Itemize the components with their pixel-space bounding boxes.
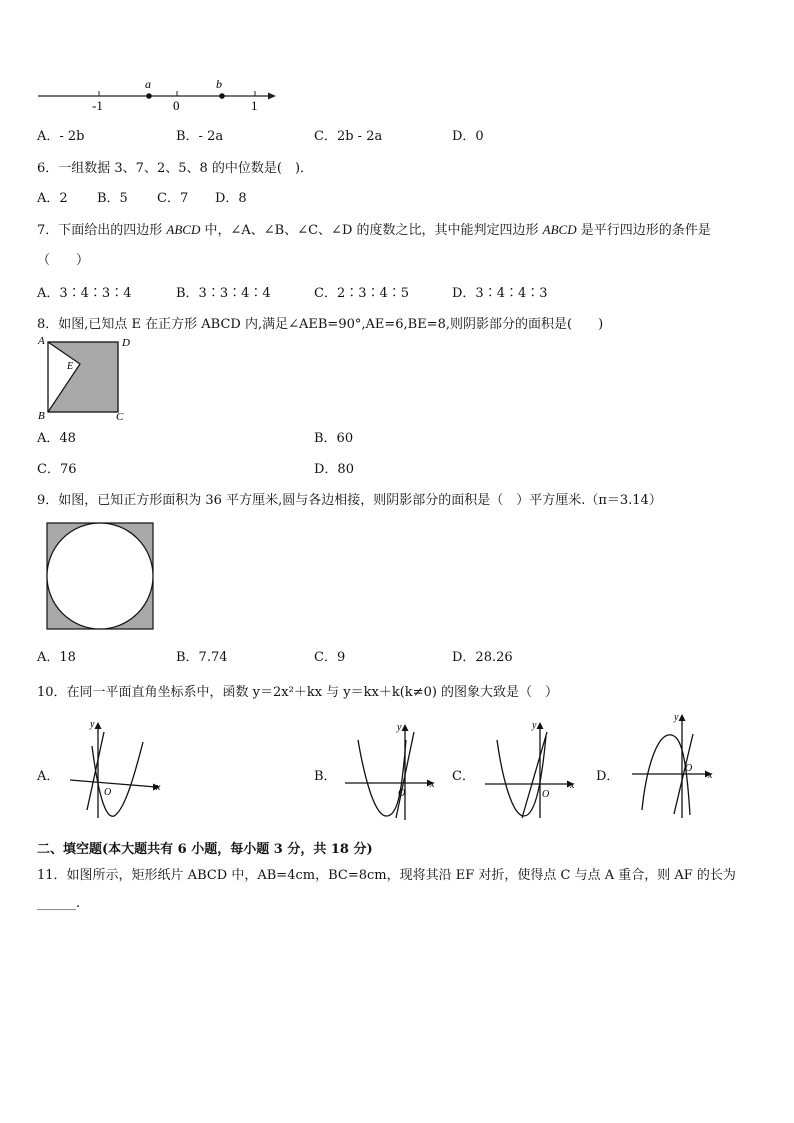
- origin-label: O: [542, 789, 550, 800]
- q6-option-b[interactable]: B．5: [97, 191, 128, 206]
- vertex-d: D: [122, 337, 130, 349]
- axis-x-label: x: [570, 780, 575, 791]
- axis-x-label: x: [156, 782, 161, 793]
- q9-option-c[interactable]: C．9: [314, 650, 346, 665]
- origin-label: O: [398, 788, 406, 799]
- q7-stem-abcd2: ABCD: [542, 222, 577, 237]
- point-e: E: [67, 361, 74, 372]
- axis-y-label: y: [397, 722, 402, 733]
- label-a: a: [145, 77, 151, 91]
- q5-option-c[interactable]: C．2b - 2a: [314, 129, 383, 144]
- tick-minus-one: -1: [92, 98, 103, 113]
- q7-stem-part3: 是平行四边形的条件是: [576, 223, 711, 238]
- q8-option-d[interactable]: D．80: [314, 462, 354, 477]
- q5-option-b[interactable]: B．- 2a: [176, 129, 224, 144]
- section-fill-in-title: 二、填空题(本大题共有 6 小题，每小题 3 分，共 18 分): [37, 842, 373, 857]
- q7-stem-abcd1: ABCD: [166, 222, 201, 237]
- graph-option-a: [70, 718, 165, 823]
- vertex-b: B: [38, 410, 45, 422]
- axis-x-label: x: [708, 770, 713, 781]
- tick-zero: 0: [173, 98, 180, 113]
- q7-option-a[interactable]: A．3∶4∶3∶4: [37, 286, 132, 301]
- point-a: [146, 93, 152, 99]
- graph-option-d: [630, 710, 725, 825]
- q9-option-d[interactable]: D．28.26: [452, 650, 513, 665]
- q10-option-a[interactable]: A．: [37, 769, 60, 784]
- number-line-figure: [36, 76, 281, 116]
- q7-option-b[interactable]: B．3∶3∶4∶4: [176, 286, 271, 301]
- origin-label: O: [685, 763, 693, 774]
- q6-option-d[interactable]: D．8: [215, 191, 247, 206]
- q10-option-b[interactable]: B．: [314, 769, 337, 784]
- shaded-region: [48, 342, 118, 412]
- tick-one: 1: [251, 98, 258, 113]
- q8-option-c[interactable]: C．76: [37, 462, 77, 477]
- q7-stem-line2: （ ）: [37, 253, 90, 268]
- q9-option-a[interactable]: A．18: [37, 650, 76, 665]
- q11-stem: 11．如图所示，矩形纸片 ABCD 中，AB=4cm，BC=8cm，现将其沿 EF 对折，使得点 C 与点 A 重合，则 AF 的长为: [37, 868, 736, 883]
- q7-stem: [37, 219, 711, 238]
- q10-option-d[interactable]: D．: [596, 769, 620, 784]
- q7-stem-part1: 7．下面给出的四边形: [37, 223, 167, 238]
- square-circle-figure: [44, 520, 156, 632]
- q9-option-b[interactable]: B．7.74: [176, 650, 228, 665]
- q10-option-c[interactable]: C．: [452, 769, 475, 784]
- q8-option-a[interactable]: A．48: [37, 431, 76, 446]
- q7-option-d[interactable]: D．3∶4∶4∶3: [452, 286, 548, 301]
- q7-stem-part2: 中，∠A、∠B、∠C、∠D 的度数之比，其中能判定四边形: [200, 223, 543, 238]
- q9-stem: 9．如图，已知正方形面积为 36 平方厘米,圆与各边相接，则阴影部分的面积是（ ）平方厘米.（π＝3.14）: [37, 493, 662, 508]
- axis-y-label: y: [90, 719, 95, 730]
- axis-y-label: y: [532, 720, 537, 731]
- graph-option-c: [482, 718, 582, 823]
- vertex-a: A: [38, 335, 45, 347]
- point-b: [219, 93, 225, 99]
- q8-option-b[interactable]: B．60: [314, 431, 354, 446]
- q8-stem: 8．如图,已知点 E 在正方形 ABCD 内,满足∠AEB=90°,AE=6,BE=8,则阴影部分的面积是( ): [37, 317, 604, 332]
- label-b: b: [216, 77, 222, 91]
- q11-answer-blank[interactable]: ______.: [37, 896, 81, 911]
- q6-option-a[interactable]: A．2: [37, 191, 68, 206]
- vertex-c: C: [116, 411, 124, 422]
- q5-option-a[interactable]: A．- 2b: [37, 129, 85, 144]
- q10-stem: 10．在同一平面直角坐标系中，函数 y＝2x²＋kx 与 y＝kx＋k(k≠0) 的图象大致是（ ）: [37, 685, 559, 700]
- square-abcd-figure: [36, 334, 136, 422]
- graph-option-b: [342, 720, 442, 825]
- axis-y-label: y: [674, 712, 679, 723]
- q6-option-c[interactable]: C．7: [157, 191, 189, 206]
- q5-option-d[interactable]: D．0: [452, 129, 484, 144]
- origin-label: O: [104, 787, 112, 798]
- q7-option-c[interactable]: C．2∶3∶4∶5: [314, 286, 410, 301]
- q6-stem: 6．一组数据 3、7、2、5、8 的中位数是( )．: [37, 161, 314, 176]
- axis-x-label: x: [430, 779, 435, 790]
